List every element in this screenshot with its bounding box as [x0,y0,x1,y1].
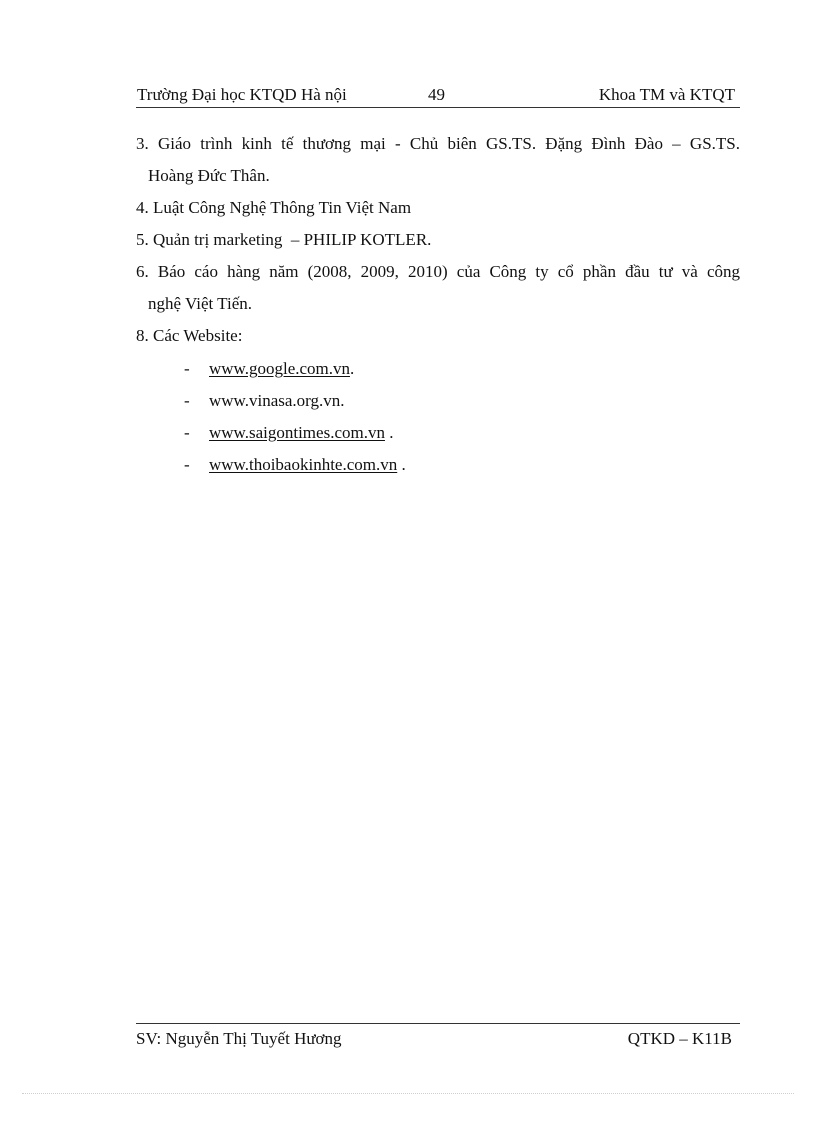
reference-4-line1: 4. Luật Công Nghệ Thông Tin Việt Nam [136,198,412,217]
website-suffix: . [397,455,406,474]
website-suffix: . [350,359,355,378]
website-link-thoibaokinhte[interactable]: www.thoibaokinhte.com.vn [209,455,398,474]
list-dash: - [184,391,190,410]
header-page-number: 49 [428,85,445,104]
website-item [184,385,345,417]
header-faculty: Khoa TM và KTQT [598,85,735,104]
list-dash: - [184,423,190,442]
reference-8-line1: 8. Các Website: [136,326,243,345]
reference-3-line1: 3. Giáo trình kinh tế thương mại - Chủ biên GS.TS. Đặng Đình Đào – GS.TS. [136,134,740,153]
reference-6-line1: 6. Báo cáo hàng năm (2008, 2009, 2010) của Công ty cổ phần đầu tư và công [136,262,740,281]
website-link-saigontimes[interactable]: www.saigontimes.com.vn [209,423,385,442]
website-suffix: . [384,423,394,442]
page-footer [136,1023,740,1048]
reference-5 [136,224,740,256]
footer-class: QTKD – K11B [627,1029,732,1048]
reference-5-line1: 5. Quản trị marketing – PHILIP KOTLER. [136,230,432,249]
reference-8 [136,320,740,352]
list-dash: - [184,455,190,474]
list-dash: - [184,359,190,378]
website-link-google[interactable]: www.google.com.vn [209,359,351,378]
reference-3-line2: Hoàng Đức Thân. [148,166,270,185]
footer-student-name: SV: Nguyễn Thị Tuyết Hương [136,1029,342,1048]
reference-6-line2: nghệ Việt Tiến. [148,294,252,313]
header-university: Trường Đại học KTQD Hà nội [137,85,347,104]
website-link-vinasa: www.vinasa.org.vn. [209,391,345,410]
website-item [184,353,354,385]
page-bottom-divider [22,1093,794,1094]
reference-4 [136,192,740,224]
page-header [136,83,740,108]
reference-6 [136,256,740,320]
reference-3 [136,128,740,192]
website-item [184,417,393,449]
website-item [184,449,406,481]
